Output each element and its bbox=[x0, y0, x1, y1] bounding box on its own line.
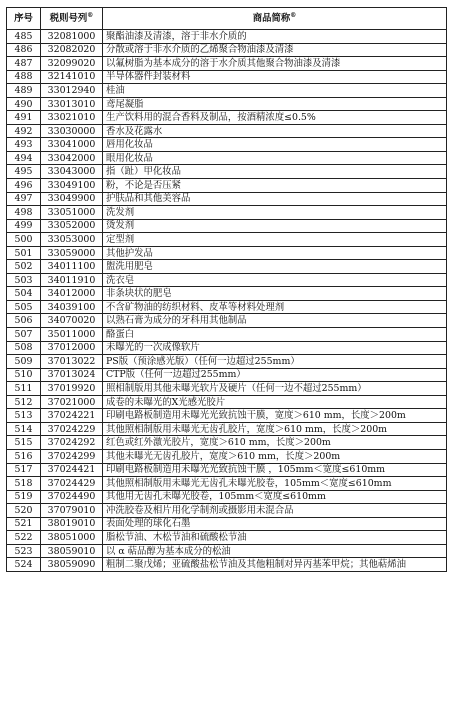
row-number: 518 bbox=[7, 477, 41, 491]
tariff-code: 34039100 bbox=[41, 300, 103, 314]
commodity-name: 洗衣皂 bbox=[103, 273, 447, 287]
commodity-name: 粗制二聚戊烯；亚硫酸盐松节油及其他粗制对异丙基苯甲烷；其他萜烯油 bbox=[103, 558, 447, 572]
table-row bbox=[7, 517, 447, 531]
table-row bbox=[7, 341, 447, 355]
commodity-name: 表面处理的球化石墨 bbox=[103, 517, 447, 531]
row-number: 513 bbox=[7, 409, 41, 423]
commodity-name: 半导体器件封装材料 bbox=[103, 70, 447, 84]
tariff-code: 38051000 bbox=[41, 531, 103, 545]
tariff-code: 37024299 bbox=[41, 449, 103, 463]
table-row bbox=[7, 233, 447, 247]
tariff-code: 33051000 bbox=[41, 206, 103, 220]
commodity-name: 分散或溶于非水介质的乙烯聚合物油漆及清漆 bbox=[103, 43, 447, 57]
row-number: 487 bbox=[7, 57, 41, 71]
commodity-name: 粉，不论是否压紧 bbox=[103, 179, 447, 193]
table-row bbox=[7, 179, 447, 193]
commodity-name: 成卷的未曝光的X光感光胶片 bbox=[103, 395, 447, 409]
commodity-name: 其他未曝光无齿孔胶片，宽度＞610 mm，长度＞200m bbox=[103, 449, 447, 463]
commodity-name: PS版（预涂感光版）（任何一边超过255mm） bbox=[103, 355, 447, 369]
table-row bbox=[7, 165, 447, 179]
row-number: 486 bbox=[7, 43, 41, 57]
commodity-name: 脂松节油、木松节油和硫酸松节油 bbox=[103, 531, 447, 545]
table-row bbox=[7, 368, 447, 382]
tariff-code: 38019010 bbox=[41, 517, 103, 531]
commodity-name: CTP版（任何一边超过255mm） bbox=[103, 368, 447, 382]
commodity-name: 以熟石膏为成分的牙科用其他制品 bbox=[103, 314, 447, 328]
tariff-code: 37024221 bbox=[41, 409, 103, 423]
table-row bbox=[7, 124, 447, 138]
row-number: 508 bbox=[7, 341, 41, 355]
table-row bbox=[7, 449, 447, 463]
commodity-name: 香水及花露水 bbox=[103, 124, 447, 138]
tariff-code: 33013010 bbox=[41, 97, 103, 111]
row-number: 522 bbox=[7, 531, 41, 545]
table-row bbox=[7, 192, 447, 206]
tariff-code: 37024292 bbox=[41, 436, 103, 450]
row-number: 491 bbox=[7, 111, 41, 125]
commodity-name: 印刷电路板制造用未曝光光致抗蚀干膜，宽度＞610 mm，长度＞200m bbox=[103, 409, 447, 423]
tariff-code: 34012000 bbox=[41, 287, 103, 301]
table-row bbox=[7, 395, 447, 409]
row-number: 498 bbox=[7, 206, 41, 220]
row-number: 501 bbox=[7, 246, 41, 260]
tariff-code: 37024490 bbox=[41, 490, 103, 504]
commodity-table bbox=[6, 7, 447, 572]
tariff-code: 34011910 bbox=[41, 273, 103, 287]
row-number: 495 bbox=[7, 165, 41, 179]
table-row bbox=[7, 84, 447, 98]
table-row bbox=[7, 355, 447, 369]
tariff-code: 37079010 bbox=[41, 504, 103, 518]
commodity-name: 印刷电路板制造用未曝光光致抗蚀干膜 ，105mm＜宽度≤610mm bbox=[103, 463, 447, 477]
tariff-code: 34070020 bbox=[41, 314, 103, 328]
commodity-name: 其他照相制版用未曝光无齿孔胶片，宽度＞610 mm，长度＞200m bbox=[103, 422, 447, 436]
table-row bbox=[7, 219, 447, 233]
table-row bbox=[7, 246, 447, 260]
header-seq: 序号 bbox=[7, 8, 41, 30]
table-row bbox=[7, 463, 447, 477]
row-number: 510 bbox=[7, 368, 41, 382]
tariff-code: 32099020 bbox=[41, 57, 103, 71]
row-number: 517 bbox=[7, 463, 41, 477]
table-row bbox=[7, 138, 447, 152]
tariff-code: 38059090 bbox=[41, 558, 103, 572]
table-row bbox=[7, 314, 447, 328]
row-number: 504 bbox=[7, 287, 41, 301]
table-row bbox=[7, 409, 447, 423]
tariff-code: 32141010 bbox=[41, 70, 103, 84]
commodity-name: 冲洗胶卷及相片用化学制剂或摄影用未混合品 bbox=[103, 504, 447, 518]
commodity-name: 酪蛋白 bbox=[103, 328, 447, 342]
header-name: 商品简称® bbox=[103, 8, 447, 30]
table-row bbox=[7, 436, 447, 450]
table-row bbox=[7, 30, 447, 44]
commodity-name: 聚酯油漆及清漆，溶于非水介质的 bbox=[103, 30, 447, 44]
commodity-name: 洗发剂 bbox=[103, 206, 447, 220]
tariff-code: 33053000 bbox=[41, 233, 103, 247]
table-row bbox=[7, 300, 447, 314]
commodity-name: 红色或红外激光胶片，宽度＞610 mm，长度＞200m bbox=[103, 436, 447, 450]
tariff-code: 37024229 bbox=[41, 422, 103, 436]
row-number: 493 bbox=[7, 138, 41, 152]
table-row bbox=[7, 57, 447, 71]
table-row bbox=[7, 97, 447, 111]
commodity-name: 非条块状的肥皂 bbox=[103, 287, 447, 301]
commodity-name: 照相制版用其他未曝光软片及硬片（任何一边不超过255mm） bbox=[103, 382, 447, 396]
row-number: 500 bbox=[7, 233, 41, 247]
table-row bbox=[7, 43, 447, 57]
commodity-name: 烫发剂 bbox=[103, 219, 447, 233]
commodity-name: 以 α 萜品醇为基本成分的松油 bbox=[103, 544, 447, 558]
table-row bbox=[7, 558, 447, 572]
table-row bbox=[7, 70, 447, 84]
table-row bbox=[7, 490, 447, 504]
commodity-name: 不含矿物油的纺织材料、皮革等材料处理剂 bbox=[103, 300, 447, 314]
row-number: 488 bbox=[7, 70, 41, 84]
commodity-name: 指（趾）甲化妆品 bbox=[103, 165, 447, 179]
commodity-name: 其他照相制版用未曝光无齿孔未曝光胶卷，105mm＜宽度≤610mm bbox=[103, 477, 447, 491]
table-row bbox=[7, 273, 447, 287]
row-number: 521 bbox=[7, 517, 41, 531]
tariff-code: 33043000 bbox=[41, 165, 103, 179]
commodity-name: 桂油 bbox=[103, 84, 447, 98]
tariff-code: 37013024 bbox=[41, 368, 103, 382]
tariff-code: 33049900 bbox=[41, 192, 103, 206]
tariff-code: 33030000 bbox=[41, 124, 103, 138]
header-code-mark: ® bbox=[87, 12, 94, 19]
table-row bbox=[7, 544, 447, 558]
row-number: 507 bbox=[7, 328, 41, 342]
tariff-code: 38059010 bbox=[41, 544, 103, 558]
commodity-name: 以氟树脂为基本成分的溶于水介质其他聚合物油漆及清漆 bbox=[103, 57, 447, 71]
tariff-code: 32082020 bbox=[41, 43, 103, 57]
row-number: 505 bbox=[7, 300, 41, 314]
tariff-code: 37021000 bbox=[41, 395, 103, 409]
row-number: 524 bbox=[7, 558, 41, 572]
tariff-code: 37019920 bbox=[41, 382, 103, 396]
row-number: 494 bbox=[7, 151, 41, 165]
row-number: 502 bbox=[7, 260, 41, 274]
table-row bbox=[7, 151, 447, 165]
tariff-code: 33041000 bbox=[41, 138, 103, 152]
row-number: 496 bbox=[7, 179, 41, 193]
table-row bbox=[7, 260, 447, 274]
row-number: 523 bbox=[7, 544, 41, 558]
row-number: 492 bbox=[7, 124, 41, 138]
table-row bbox=[7, 504, 447, 518]
commodity-name: 定型剂 bbox=[103, 233, 447, 247]
table-row bbox=[7, 111, 447, 125]
row-number: 511 bbox=[7, 382, 41, 396]
table-row bbox=[7, 477, 447, 491]
tariff-code: 33052000 bbox=[41, 219, 103, 233]
table-row bbox=[7, 382, 447, 396]
row-number: 506 bbox=[7, 314, 41, 328]
table-header-row bbox=[7, 8, 447, 30]
commodity-name: 唇用化妆品 bbox=[103, 138, 447, 152]
tariff-code: 33059000 bbox=[41, 246, 103, 260]
tariff-code: 37013022 bbox=[41, 355, 103, 369]
commodity-name: 生产饮料用的混合香料及制品，按酒精浓度≤0.5% bbox=[103, 111, 447, 125]
commodity-name: 护肤品和其他美容品 bbox=[103, 192, 447, 206]
commodity-name: 鸢尾凝脂 bbox=[103, 97, 447, 111]
tariff-code: 33042000 bbox=[41, 151, 103, 165]
tariff-code: 33049100 bbox=[41, 179, 103, 193]
row-number: 519 bbox=[7, 490, 41, 504]
table-row bbox=[7, 206, 447, 220]
row-number: 490 bbox=[7, 97, 41, 111]
row-number: 515 bbox=[7, 436, 41, 450]
commodity-name: 其他用无齿孔未曝光胶卷，105mm＜宽度≤610mm bbox=[103, 490, 447, 504]
tariff-code: 32081000 bbox=[41, 30, 103, 44]
tariff-code: 33012940 bbox=[41, 84, 103, 98]
table-row bbox=[7, 287, 447, 301]
commodity-name: 未曝光的一次成像软片 bbox=[103, 341, 447, 355]
tariff-code: 37012000 bbox=[41, 341, 103, 355]
row-number: 509 bbox=[7, 355, 41, 369]
table-body bbox=[7, 30, 447, 572]
tariff-code: 35011000 bbox=[41, 328, 103, 342]
tariff-code: 34011100 bbox=[41, 260, 103, 274]
table-row bbox=[7, 328, 447, 342]
row-number: 516 bbox=[7, 449, 41, 463]
row-number: 520 bbox=[7, 504, 41, 518]
commodity-name: 其他护发品 bbox=[103, 246, 447, 260]
row-number: 485 bbox=[7, 30, 41, 44]
commodity-name: 盥洗用肥皂 bbox=[103, 260, 447, 274]
table-row bbox=[7, 531, 447, 545]
tariff-code: 33021010 bbox=[41, 111, 103, 125]
row-number: 514 bbox=[7, 422, 41, 436]
tariff-code: 37024429 bbox=[41, 477, 103, 491]
row-number: 497 bbox=[7, 192, 41, 206]
commodity-name: 眼用化妆品 bbox=[103, 151, 447, 165]
tariff-code: 37024421 bbox=[41, 463, 103, 477]
row-number: 503 bbox=[7, 273, 41, 287]
row-number: 499 bbox=[7, 219, 41, 233]
row-number: 489 bbox=[7, 84, 41, 98]
table-row bbox=[7, 422, 447, 436]
header-name-mark: ® bbox=[290, 12, 297, 19]
row-number: 512 bbox=[7, 395, 41, 409]
header-code: 税则号列® bbox=[41, 8, 103, 30]
